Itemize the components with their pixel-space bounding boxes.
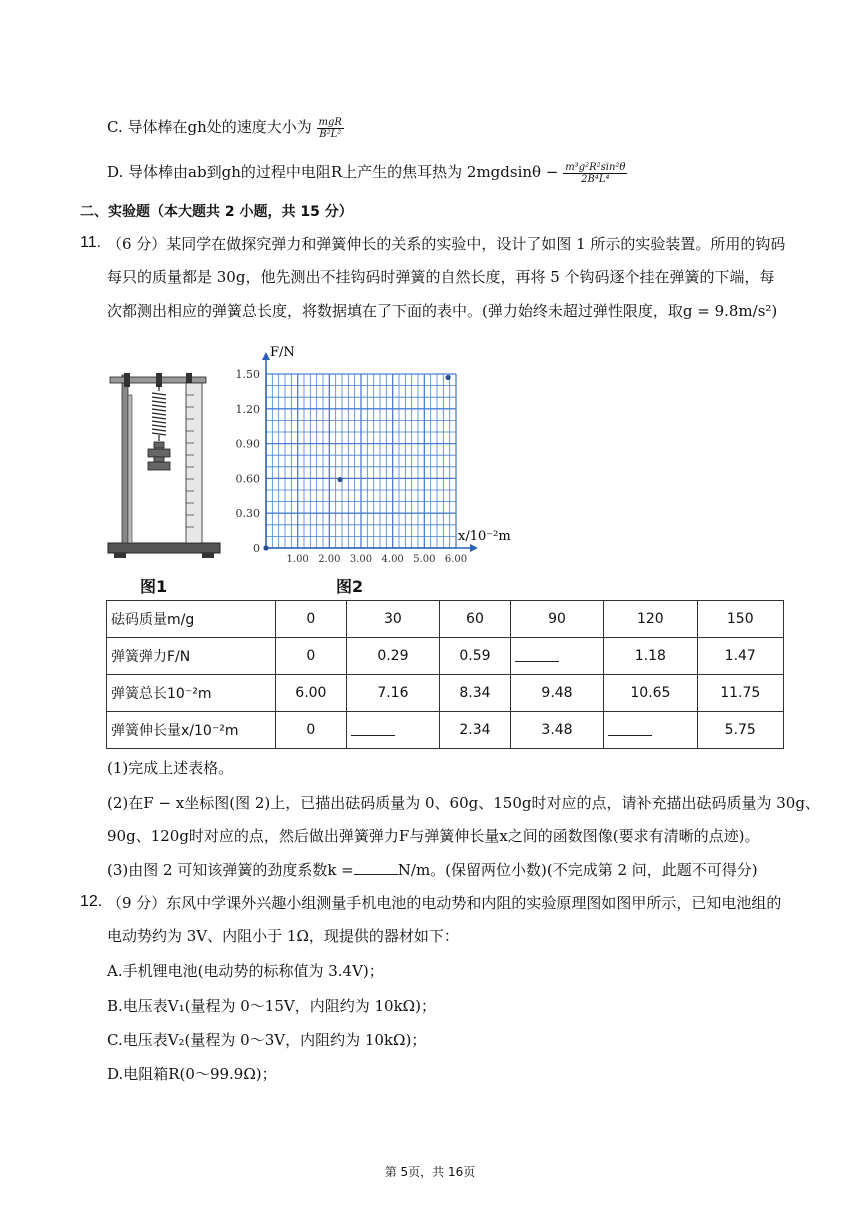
table-cell: 7.16 xyxy=(346,675,439,712)
answer-blank-cell[interactable] xyxy=(510,638,603,675)
q11-sub1: (1)完成上述表格。 xyxy=(107,759,234,777)
q11-line2: 每只的质量都是 30g，他先测出不挂钩码时弹簧的自然长度，再将 5 个钩码逐个挂在弹簧的下端，每 xyxy=(107,268,775,286)
q12-item-a: A.手机锂电池(电动势的标称值为 3.4V)； xyxy=(107,962,384,980)
option-c-text: 导体棒在gh处的速度大小为 xyxy=(127,118,312,136)
table-cell: 0.29 xyxy=(346,638,439,675)
data-table xyxy=(106,600,784,749)
answer-blank-cell[interactable] xyxy=(604,712,697,749)
q11-line3: 次都测出相应的弹簧总长度，将数据填在了下面的表中。(弹力始终未超过弹性限度，取g = 9.8m/s²) xyxy=(107,302,778,320)
x-axis-arrow xyxy=(470,544,478,552)
apparatus-base xyxy=(108,543,220,553)
hook-weights xyxy=(148,442,170,470)
q11-sub3-start: (3)由图 2 可知该弹簧的劲度系数k = xyxy=(107,861,354,879)
table-cell: 0 xyxy=(276,638,347,675)
spring xyxy=(152,385,166,441)
q12-item-c: C.电压表V₂(量程为 0～3V，内阻约为 10kΩ)； xyxy=(107,1031,427,1049)
option-d-frac-den: 2B⁴L⁴ xyxy=(581,173,610,185)
table-cell: 120 xyxy=(604,601,697,638)
x-tick-label: 3.00 xyxy=(349,554,373,565)
answer-blank-cell[interactable] xyxy=(346,712,439,749)
table-cell: 0 xyxy=(276,712,347,749)
q11-line1: （6 分）某同学在做探究弹力和弹簧伸长的关系的实验中，设计了如图 1 所示的实验装置。所用的钩码 xyxy=(107,235,786,253)
q11-sub2a: (2)在F − x坐标图(图 2)上，已描出砝码质量为 0、60g、150g时对应的点，请补充描出砝码质量为 30g、 xyxy=(107,794,820,812)
table-cell: 150 xyxy=(697,601,783,638)
q12-line2: 电动势约为 3V、内阻小于 1Ω，现提供的器材如下： xyxy=(107,927,459,945)
q11-sub3 xyxy=(107,859,758,881)
option-d-label: D. xyxy=(107,163,124,181)
table-row xyxy=(107,712,784,749)
table-cell: 0.59 xyxy=(440,638,511,675)
table-cell: 5.75 xyxy=(697,712,783,749)
table-row xyxy=(107,601,784,638)
page-footer: 第 5页，共 16页 xyxy=(384,1165,476,1179)
x-tick-label: 4.00 xyxy=(381,554,404,565)
x-axis-label: x/10⁻²m xyxy=(458,529,511,544)
y-tick-label: 0 xyxy=(253,542,260,555)
table-cell: 6.00 xyxy=(276,675,347,712)
y-axis-arrow xyxy=(262,352,270,360)
table-cell: 1.18 xyxy=(604,638,697,675)
table-cell: 9.48 xyxy=(510,675,603,712)
q12-number: 12. xyxy=(80,893,103,910)
table-row-header: 弹簧伸长量x/10⁻²m xyxy=(107,712,276,749)
answer-blank-k[interactable] xyxy=(354,860,398,875)
table-cell: 60 xyxy=(440,601,511,638)
y-tick-label: 0.30 xyxy=(235,507,260,521)
q11-sub2b: 90g、120g时对应的点，然后做出弹簧弹力F与弹簧伸长量x之间的函数图像(要求有清晰的点迹)。 xyxy=(107,827,760,845)
option-d-frac-num: m³g²R²sin²θ xyxy=(565,161,626,173)
x-tick-label: 5.00 xyxy=(413,554,436,565)
answer-blank[interactable] xyxy=(608,721,652,736)
table-cell: 1.47 xyxy=(697,638,783,675)
option-c-label: C. xyxy=(107,118,123,136)
table-row-header: 弹簧弹力F/N xyxy=(107,638,276,675)
table-cell: 3.48 xyxy=(510,712,603,749)
data-point xyxy=(338,477,343,482)
table-row xyxy=(107,638,784,675)
table-row-header: 砝码质量m/g xyxy=(107,601,276,638)
table-row-header: 弹簧总长10⁻²m xyxy=(107,675,276,712)
y-axis-label: F/N xyxy=(270,345,295,360)
stand-rod xyxy=(122,375,128,543)
x-tick-label: 2.00 xyxy=(318,554,341,565)
table-cell: 8.34 xyxy=(440,675,511,712)
data-point xyxy=(445,375,450,380)
table-cell: 0 xyxy=(276,601,347,638)
table-cell: 90 xyxy=(510,601,603,638)
figure2-fx-chart xyxy=(222,340,522,570)
option-d xyxy=(107,161,627,185)
option-c xyxy=(107,116,344,140)
table-cell: 11.75 xyxy=(697,675,783,712)
x-tick-label: 6.00 xyxy=(444,554,468,565)
option-c-frac-num: mgR xyxy=(318,116,342,128)
option-c-fraction xyxy=(317,117,344,140)
section-heading: 二、实验题（本大题共 2 小题，共 15 分） xyxy=(80,204,353,220)
y-tick-label: 1.50 xyxy=(235,368,260,381)
option-d-fraction xyxy=(563,162,627,185)
answer-blank[interactable] xyxy=(351,721,395,736)
chart-grid xyxy=(266,374,456,548)
answer-blank[interactable] xyxy=(515,647,559,662)
y-tick-label: 1.20 xyxy=(235,402,260,416)
q12-item-d: D.电阻箱R(0～99.9Ω)； xyxy=(107,1065,277,1083)
y-tick-label: 0.60 xyxy=(235,472,260,486)
figure1-apparatus xyxy=(104,365,224,565)
option-c-frac-den: B²L² xyxy=(319,128,342,140)
table-cell: 2.34 xyxy=(440,712,511,749)
table-row xyxy=(107,675,784,712)
table-cell: 30 xyxy=(346,601,439,638)
q11-number: 11. xyxy=(80,234,102,251)
table-cell: 10.65 xyxy=(604,675,697,712)
chart-axes xyxy=(262,352,478,552)
figure1-label: 图1 xyxy=(140,577,168,596)
data-point xyxy=(263,545,268,550)
x-tick-label: 1.00 xyxy=(286,554,309,565)
q12-item-b: B.电压表V₁(量程为 0～15V，内阻约为 10kΩ)； xyxy=(107,997,436,1015)
q11-sub3-end: N/m。(保留两位小数)(不完成第 2 问，此题不可得分) xyxy=(397,861,758,879)
figure2-label: 图2 xyxy=(336,577,364,596)
q12-line1: （9 分）东风中学课外兴趣小组测量手机电池的电动势和内阻的实验原理图如图甲所示，已知电池组的 xyxy=(107,894,782,912)
option-d-text: 导体棒由ab到gh的过程中电阻R上产生的焦耳热为 2mgdsinθ − xyxy=(128,163,559,181)
y-tick-label: 0.90 xyxy=(235,437,260,451)
